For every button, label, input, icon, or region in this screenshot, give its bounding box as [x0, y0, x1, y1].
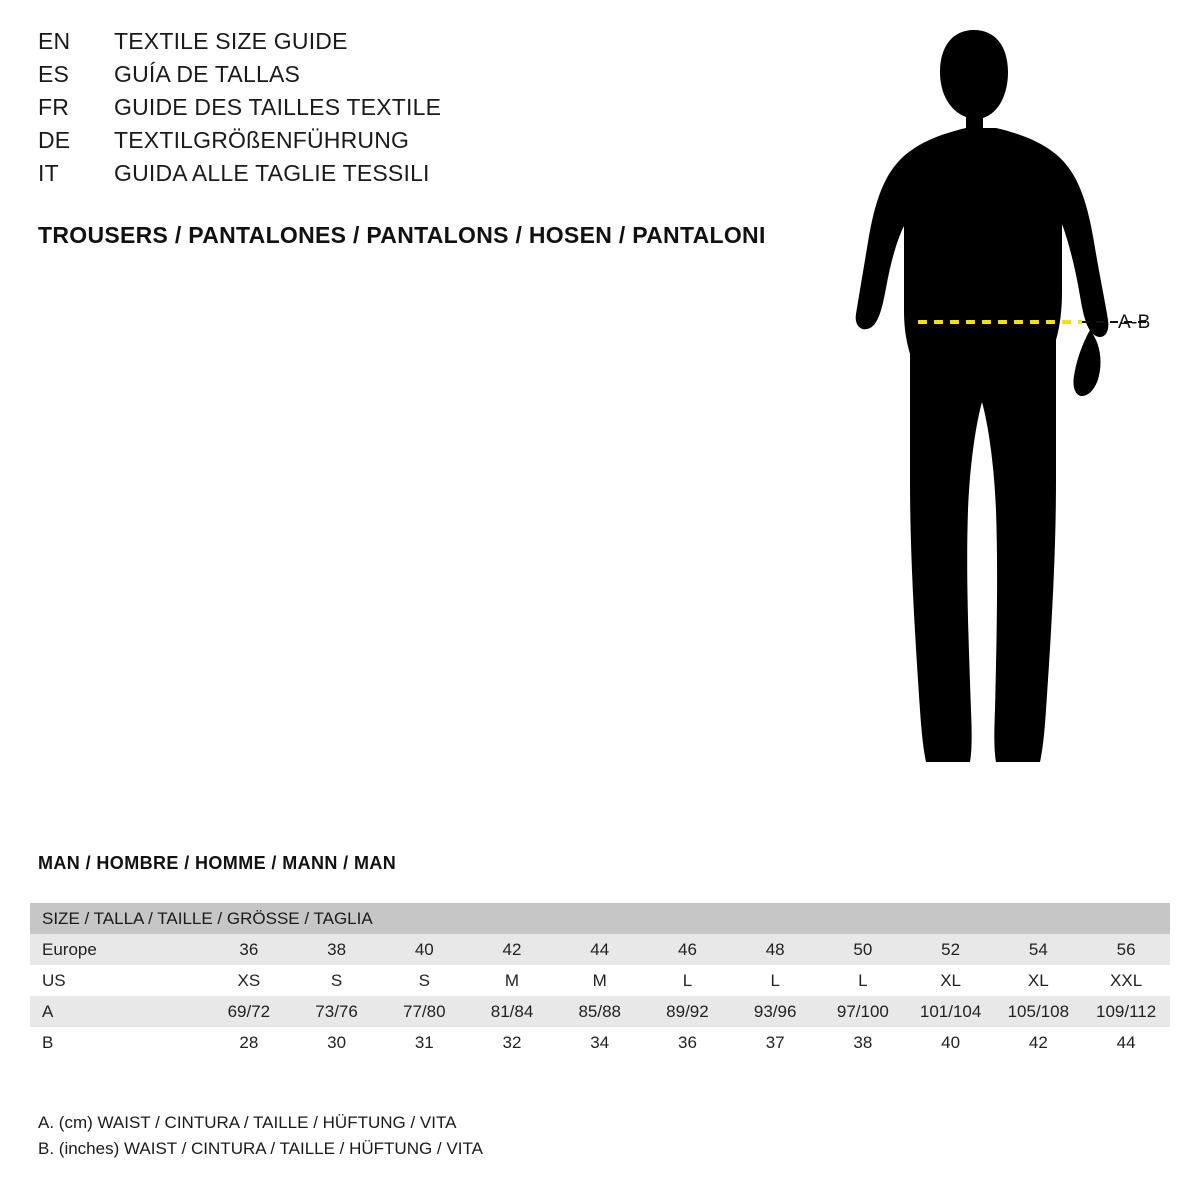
table-header-row — [30, 903, 1170, 934]
table-cell: 42 — [502, 939, 522, 959]
man-silhouette-icon — [790, 10, 1190, 810]
table-cell: S — [330, 970, 343, 990]
table-cell: 89/92 — [666, 1001, 709, 1021]
table-cell: 85/88 — [578, 1001, 621, 1021]
language-row — [38, 94, 798, 127]
footnote-a: A. (cm) WAIST / CINTURA / TAILLE / HÜFTUNG / VITA — [38, 1113, 457, 1132]
table-cell: 109/112 — [1095, 1001, 1157, 1021]
measurement-label-ab: A-B — [1118, 312, 1151, 333]
table-cell: 44 — [1116, 1032, 1136, 1052]
table-cell: 52 — [941, 939, 961, 959]
language-row — [38, 61, 798, 94]
table-cell: 73/76 — [315, 1001, 358, 1021]
row-label: A — [42, 1001, 54, 1021]
table-cell: 37 — [765, 1032, 785, 1052]
table-cell: XL — [940, 970, 961, 990]
table-cell: XS — [237, 970, 261, 990]
table-cell: 38 — [327, 939, 347, 959]
row-label: Europe — [42, 939, 97, 959]
table-cell: M — [504, 970, 520, 990]
language-title: GUÍA DE TALLAS — [114, 61, 301, 87]
table-cell: 44 — [590, 939, 610, 959]
footnotes — [38, 1110, 483, 1162]
table-cell: XXL — [1110, 970, 1143, 990]
garment-type-line: TROUSERS / PANTALONES / PANTALONS / HOSEN / PANTALONI — [38, 222, 766, 248]
table-row — [30, 965, 1170, 996]
table-cell: 31 — [414, 1032, 434, 1052]
language-title: TEXTILGRÖßENFÜHRUNG — [114, 127, 410, 153]
table-cell: 77/80 — [403, 1001, 446, 1021]
table-cell: 38 — [853, 1032, 873, 1052]
table-row — [30, 1027, 1170, 1058]
language-row — [38, 28, 798, 61]
table-header-label: SIZE / TALLA / TAILLE / GRÖSSE / TAGLIA — [30, 903, 1170, 934]
table-cell: S — [418, 970, 430, 990]
language-code: DE — [38, 127, 71, 153]
table-cell: 50 — [853, 939, 873, 959]
table-cell: 48 — [765, 939, 785, 959]
language-code: FR — [38, 94, 70, 120]
table-cell: 40 — [414, 939, 434, 959]
table-cell: M — [592, 970, 607, 990]
table-cell: 69/72 — [227, 1001, 271, 1021]
table-cell: 30 — [327, 1032, 347, 1052]
language-list — [38, 28, 798, 193]
table-cell: 36 — [239, 939, 259, 959]
table-cell: 34 — [590, 1032, 610, 1052]
table-cell: 56 — [1116, 939, 1136, 959]
table-cell: 42 — [1028, 1032, 1048, 1052]
language-title: TEXTILE SIZE GUIDE — [114, 28, 348, 54]
table-cell: 101/104 — [919, 1001, 982, 1021]
size-table — [30, 903, 1170, 1058]
table-cell: L — [770, 970, 780, 990]
table-cell: 93/96 — [753, 1001, 797, 1021]
table-cell: 28 — [239, 1032, 259, 1052]
language-code: EN — [38, 28, 71, 54]
table-cell: 81/84 — [490, 1001, 534, 1021]
figure-illustration — [790, 10, 1190, 810]
language-title: GUIDA ALLE TAGLIE TESSILI — [114, 160, 430, 186]
language-code: IT — [38, 160, 59, 186]
language-row — [38, 127, 798, 160]
table-cell: L — [858, 970, 868, 990]
table-cell: L — [682, 970, 693, 990]
footnote-b: B. (inches) WAIST / CINTURA / TAILLE / HÜFTUNG / VITA — [38, 1139, 483, 1158]
row-label: B — [42, 1032, 54, 1052]
table-row — [30, 934, 1170, 965]
table-row — [30, 996, 1170, 1027]
table-cell: 105/108 — [1007, 1001, 1070, 1021]
table-cell: XL — [1027, 970, 1049, 990]
language-row — [38, 160, 798, 193]
language-title: GUIDE DES TAILLES TEXTILE — [114, 94, 442, 120]
language-code: ES — [38, 61, 70, 87]
table-cell: 40 — [941, 1032, 961, 1052]
table-section-title: MAN / HOMBRE / HOMME / MANN / MAN — [38, 853, 397, 873]
table-cell: 97/100 — [836, 1001, 889, 1021]
row-label: US — [42, 970, 66, 990]
table-cell: 36 — [677, 1032, 697, 1052]
table-cell: 32 — [502, 1032, 522, 1052]
table-cell: 54 — [1028, 939, 1048, 959]
table-cell: 46 — [677, 939, 697, 959]
